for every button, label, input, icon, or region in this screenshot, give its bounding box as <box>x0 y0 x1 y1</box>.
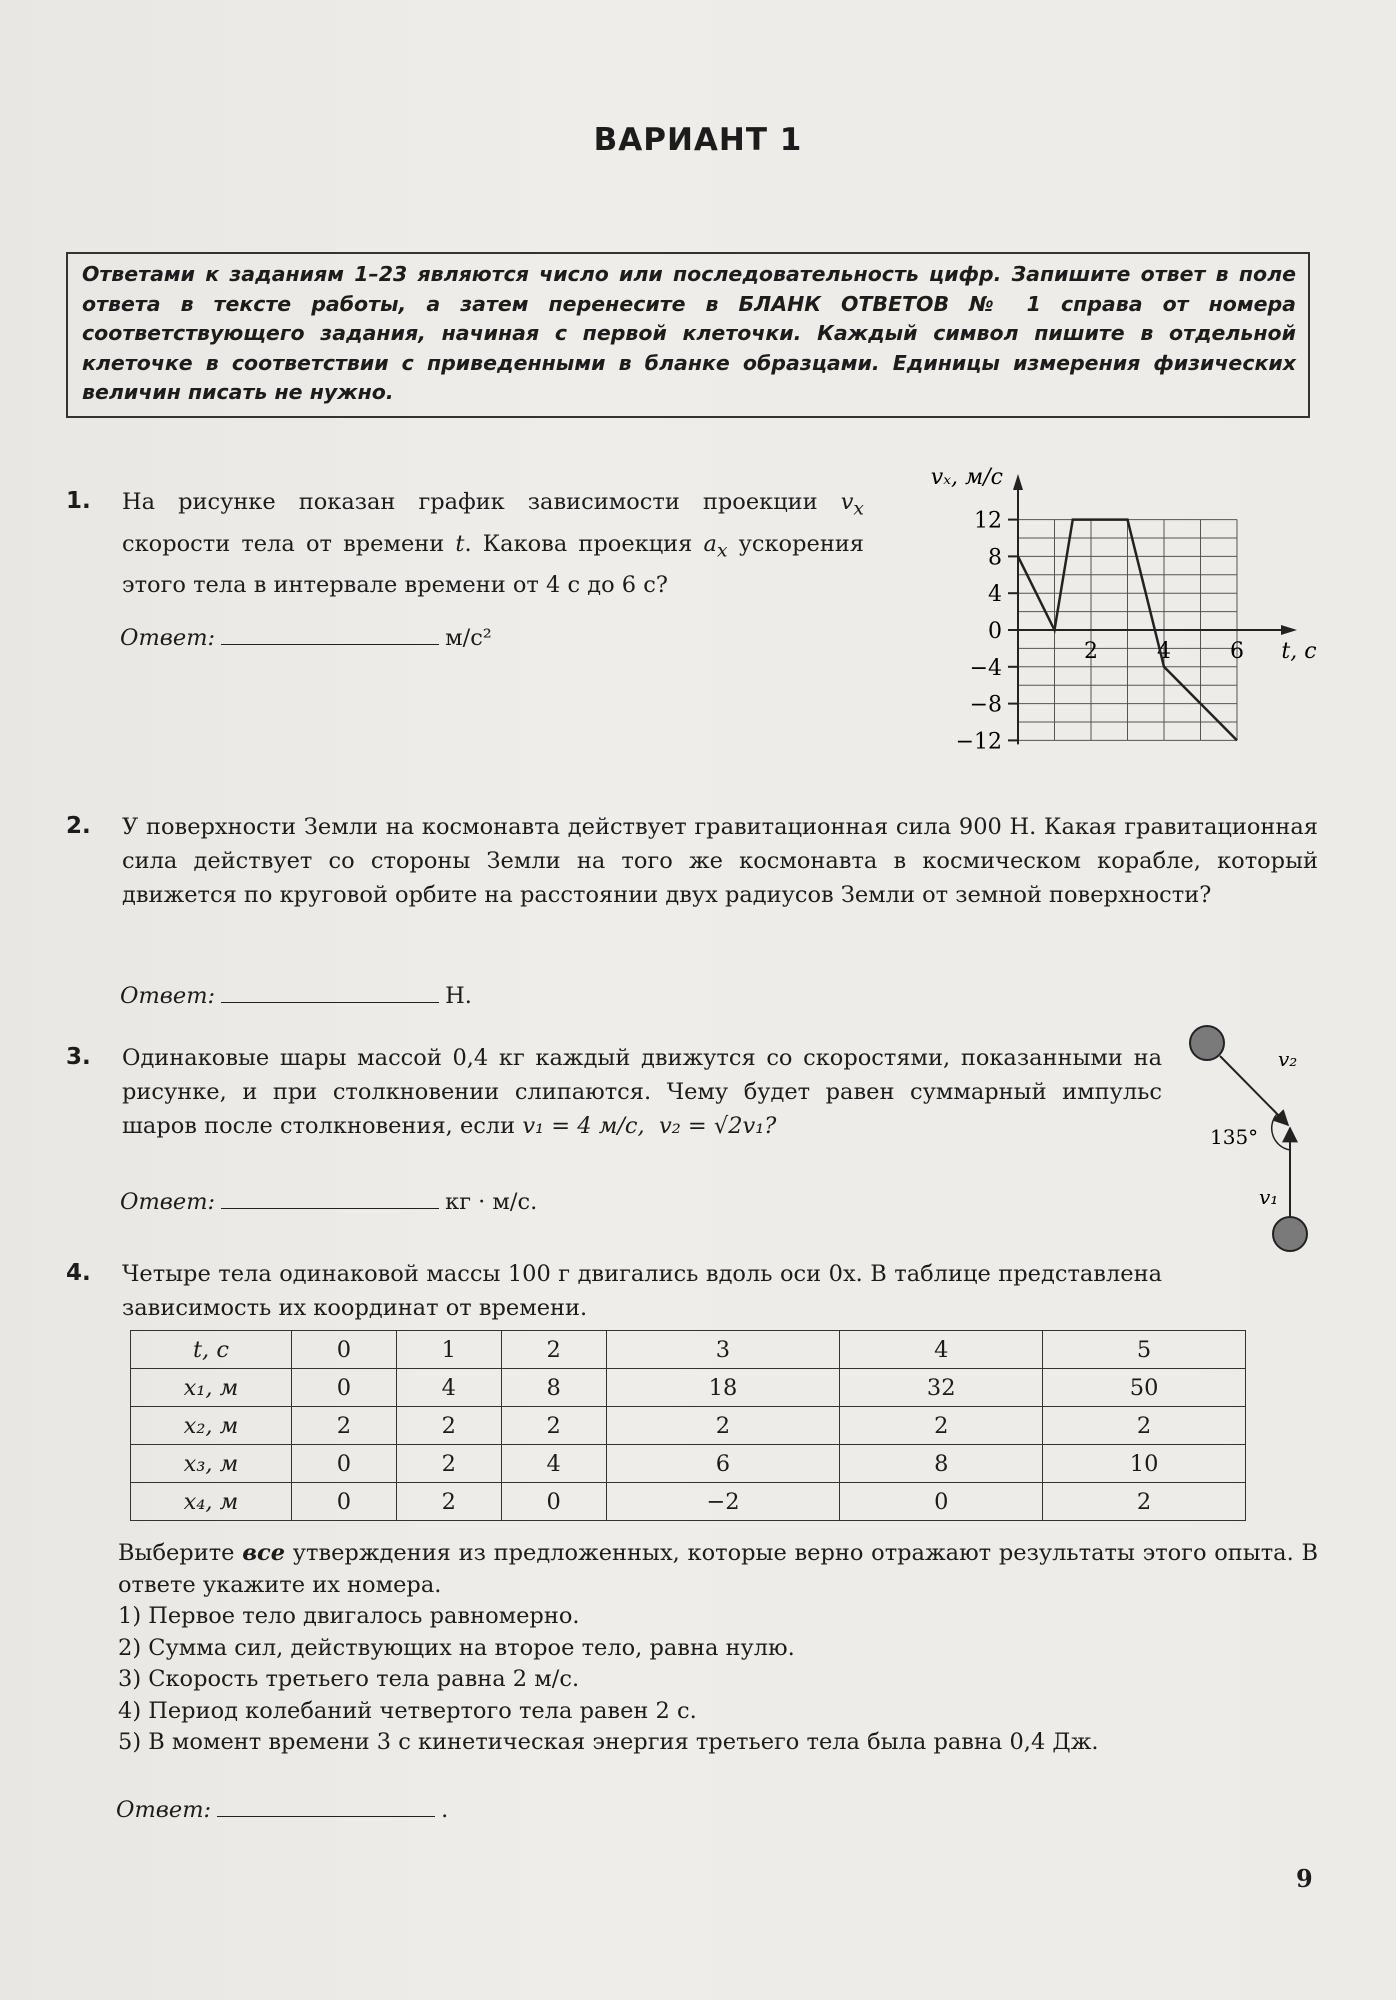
v1-label: v₁ <box>1259 1185 1279 1209</box>
x-tick-label: 6 <box>1230 639 1244 664</box>
table-cell: 4 <box>396 1369 501 1407</box>
angle-arc <box>1272 1114 1290 1150</box>
q4-option: 2) Сумма сил, действующих на второе тело, равна нулю. <box>118 1634 795 1661</box>
table-row <box>131 1407 1246 1445</box>
q4-text: Четыре тела одинаковой массы 100 г двигались вдоль оси 0x. В таблице представлена зависимость их координат от времени. <box>122 1261 1162 1321</box>
table-cell: 0 <box>292 1483 397 1521</box>
q4-answer-field[interactable] <box>217 1794 435 1817</box>
table-cell: 2 <box>396 1407 501 1445</box>
table-cell: 18 <box>606 1369 840 1407</box>
y-tick-label: −8 <box>969 692 1002 718</box>
y-axis-arrow <box>1013 474 1023 490</box>
row-label-cell: x₂, м <box>131 1407 292 1445</box>
ball-1 <box>1273 1217 1307 1251</box>
y-tick-label: −12 <box>955 729 1002 755</box>
table-cell: 10 <box>1043 1445 1246 1483</box>
q3-answer: Ответ: кг · м/с. <box>120 1186 537 1215</box>
q1-text: На рисунке показан график зависимости проекции $v_x$ скорости тела от времени t. Какова проекция $a_x$ ускорения этого тела в интервале времени от 4 с до 6 с? <box>122 489 865 598</box>
x-axis-arrow <box>1281 625 1297 635</box>
table-row <box>131 1369 1246 1407</box>
y-tick-label: 0 <box>988 619 1002 644</box>
table-cell: 2 <box>501 1331 606 1369</box>
table-cell: 0 <box>292 1369 397 1407</box>
q4-option: 3) Скорость третьего тела равна 2 м/с. <box>118 1666 580 1692</box>
row-label-cell: t, c <box>131 1331 292 1369</box>
table-cell: 2 <box>292 1407 397 1445</box>
table-cell: 5 <box>1043 1331 1246 1369</box>
q1-number: 1. <box>66 488 91 514</box>
x-tick-label: 2 <box>1084 639 1098 664</box>
v2-label: v₂ <box>1278 1047 1298 1071</box>
x-tick-label: 4 <box>1157 639 1171 664</box>
table-cell: −2 <box>606 1483 840 1521</box>
table-cell: 3 <box>606 1331 840 1369</box>
table-header-row <box>131 1331 1246 1369</box>
row-label-cell: x₁, м <box>131 1369 292 1407</box>
table-cell: 8 <box>501 1369 606 1407</box>
table-cell: 2 <box>396 1445 501 1483</box>
q4-choose-text: Выберите все утверждения из предложенных, которые верно отражают результаты этого опыта. В ответе укажите их номера. <box>118 1540 1318 1598</box>
q2-answer-field[interactable] <box>221 980 439 1003</box>
table-cell: 0 <box>292 1331 397 1369</box>
table-cell: 4 <box>501 1445 606 1483</box>
q4-options <box>118 1601 1099 1759</box>
table-cell: 2 <box>1043 1407 1246 1445</box>
q1-answer: Ответ: м/с² <box>120 622 492 651</box>
table-cell: 2 <box>396 1483 501 1521</box>
table-cell: 0 <box>501 1483 606 1521</box>
table-cell: 6 <box>606 1445 840 1483</box>
page-title: ВАРИАНТ 1 <box>593 122 803 158</box>
q2-text: У поверхности Земли на космонавта действует гравитационная сила 900 Н. Какая гравитационная сила действует со стороны Земли на того же космонавта в космическом корабле, который движется по круговой орбите на расстоянии двух радиусов Земли от земной поверхности? <box>122 814 1318 908</box>
table-cell: 2 <box>840 1407 1043 1445</box>
y-tick-label: −4 <box>969 655 1002 681</box>
table-cell: 50 <box>1043 1369 1246 1407</box>
q4-answer: Ответ: . <box>116 1794 448 1823</box>
q4-option: 1) Первое тело двигалось равномерно. <box>118 1603 580 1629</box>
y-axis-label: vₓ, м/с <box>930 465 1003 490</box>
table-cell: 1 <box>396 1331 501 1369</box>
q4-option: 4) Период колебаний четвертого тела равен 2 с. <box>118 1697 697 1724</box>
velocity-time-chart <box>900 460 1320 770</box>
row-label-cell: x₃, м <box>131 1445 292 1483</box>
q2-number: 2. <box>66 813 91 839</box>
q4-number: 4. <box>66 1260 91 1286</box>
x-axis-label: t, c <box>1281 639 1317 664</box>
table-row <box>131 1445 1246 1483</box>
table-cell: 32 <box>840 1369 1043 1407</box>
table-cell: 0 <box>292 1445 397 1483</box>
collision-diagram <box>1180 1010 1330 1260</box>
y-tick-label: 12 <box>974 508 1002 534</box>
table-cell: 2 <box>501 1407 606 1445</box>
q3-number: 3. <box>66 1044 91 1070</box>
row-label-cell: x₄, м <box>131 1483 292 1521</box>
table-cell: 4 <box>840 1331 1043 1369</box>
angle-label: 135° <box>1210 1125 1259 1149</box>
y-tick-label: 4 <box>988 582 1002 608</box>
q3-text: Одинаковые шары массой 0,4 кг каждый движутся со скоростями, показанными на рисунке, и при столкновении слипаются. Чему будет равен суммарный импульс шаров после столкновения, если v₁ = 4 м/с, v₂ = √2v₁? <box>122 1045 1162 1139</box>
coordinates-table <box>130 1330 1246 1521</box>
page-number: 9 <box>1296 1864 1313 1893</box>
table-cell: 2 <box>1043 1483 1246 1521</box>
table-cell: 0 <box>840 1483 1043 1521</box>
instructions-box: Ответами к заданиям 1–23 являются число или последовательность цифр. Запишите ответ в поле ответа в тексте работы, а затем перенесите в БЛАНК ОТВЕТОВ № 1 справа от номера соответствующего задания, начиная с первой клеточки. Каждый символ пишите в отдельной клеточке в соответствии с приведенными в бланке образцами. Единицы измерения физических величин писать не нужно. <box>66 252 1310 418</box>
q2-answer: Ответ: Н. <box>120 980 472 1009</box>
table-cell: 2 <box>606 1407 840 1445</box>
ball-2 <box>1190 1026 1224 1060</box>
q4-option: 5) В момент времени 3 с кинетическая энергия третьего тела была равна 0,4 Дж. <box>118 1729 1099 1755</box>
table-row <box>131 1483 1246 1521</box>
table-cell: 8 <box>840 1445 1043 1483</box>
q1-answer-field[interactable] <box>221 622 439 645</box>
q3-answer-field[interactable] <box>221 1186 439 1209</box>
y-tick-label: 8 <box>988 545 1002 571</box>
